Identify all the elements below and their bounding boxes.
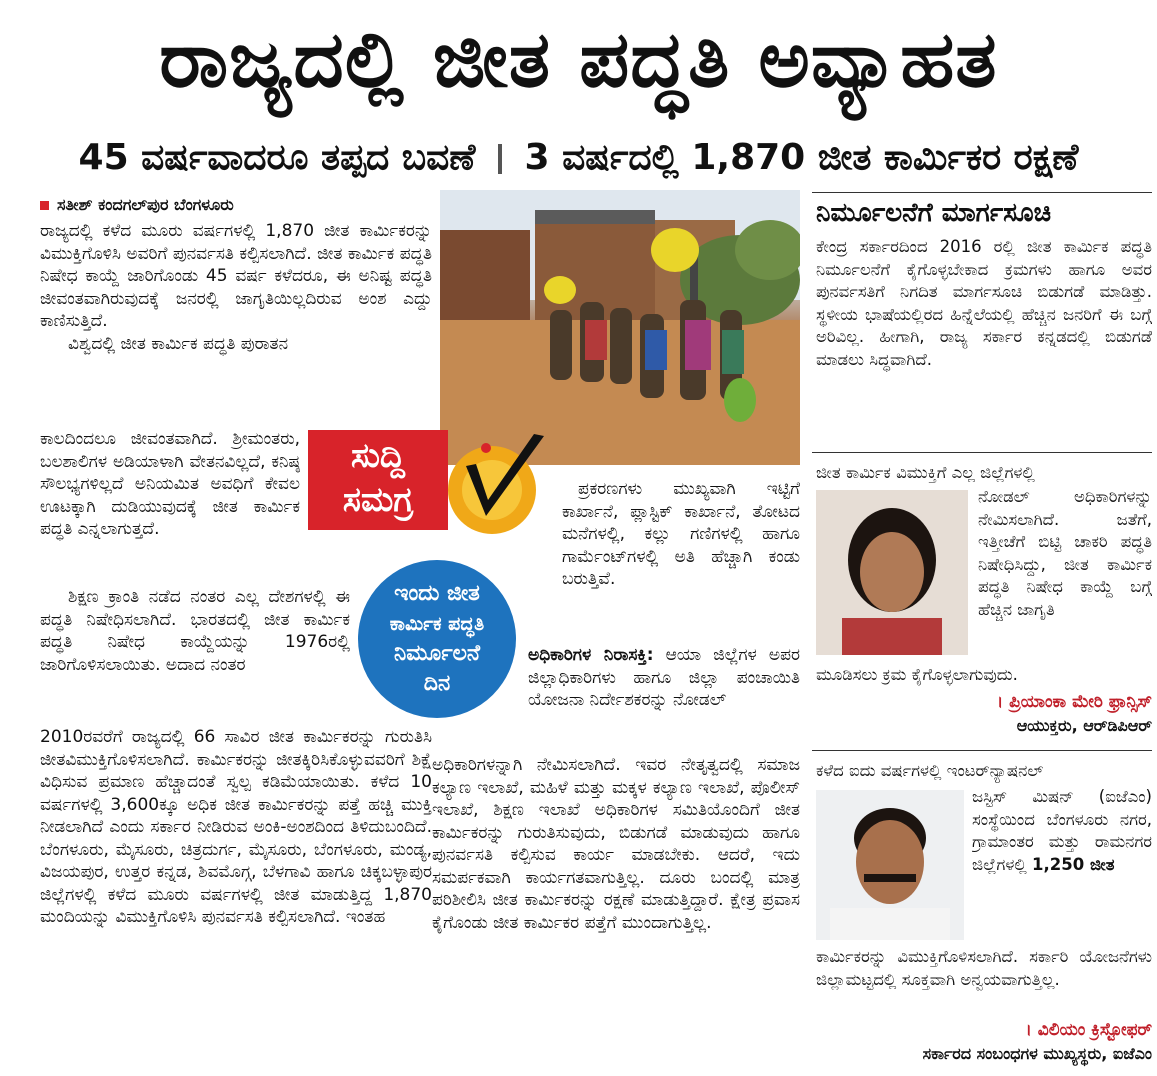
sidebar-divider-1 (812, 452, 1152, 453)
quote-2-first-line: ಕಳೆದ ಐದು ವರ್ಷಗಳಲ್ಲಿ ಇಂಟರ್‌ನ್ಯಾಷನಲ್ (816, 761, 1044, 780)
quote-1-portrait (816, 490, 968, 655)
day-badge (358, 560, 516, 718)
woman-portrait-illustration (816, 490, 968, 655)
suddi-samagra-logo (308, 430, 552, 538)
article-column-2-top (562, 478, 800, 668)
subheadline (0, 128, 1157, 188)
byline (40, 194, 430, 216)
article-paragraph-3b: 2010ರವರೆಗೆ ರಾಜ್ಯದಲ್ಲಿ 66 ಸಾವಿರ ಜೀತ ಕಾರ್ಮಿಕರನ್ನು ಗುರುತಿಸಿ ಜೀತವಿಮುಕ್ತಿಗೊಳಿಸಲಾಗಿದೆ. ಕಾರ್ಮಿಕರನ್ನು ಜೀತಕ್ಕಿರಿಸಿಕೊಳ್ಳುವವರಿಗೆ ಶಿಕ್ಷೆ ವಿಧಿಸುವ ಪ್ರಮಾಣ ಹೆಚ್ಚಾದಂತೆ ಸ್ವಲ್ಪ ಕಡಿಮೆಯಾಯಿತು. ಕಳೆದ 10 ವರ್ಷಗಳಲ್ಲಿ 3,600ಕ್ಕೂ ಅಧಿಕ ಜೀತ ಕಾರ್ಮಿಕರನ್ನು ಪತ್ತೆ ಹಚ್ಚಿ ಮುಕ್ತಿ ನೀಡಲಾಗಿದೆ ಎಂದು ಸರ್ಕಾರ ನೀಡಿರುವ ಅಂಕಿ-ಅಂಶದಿಂದ ತಿಳಿದುಬಂದಿದೆ. ಬೆಂಗಳೂರು, ಮೈಸೂರು, ಚಿತ್ರದುರ್ಗ, ಮೈಸೂರು, ಬೆಂಗಳೂರು, ಮಂಡ್ಯ, ವಿಜಯಪುರ, ಉತ್ತರ ಕನ್ನಡ, ಶಿವಮೊಗ್ಗ, ಬೆಳಗಾವಿ ಹಾಗೂ ಚಿಕ್ಕಬಳ್ಳಾಪುರ ಜಿಲ್ಲೆಗಳಲ್ಲಿ ಕಳೆದ ಮೂರು ವರ್ಷಗಳಲ್ಲಿ ಜೀತ ಮಾಡುತ್ತಿದ್ದ 1,870 ಮಂದಿಯನ್ನು ವಿಮುಕ್ತಿಗೊಳಿಸಿ ಪುನರ್ವಸತಿ ಕಲ್ಪಿಸಲಾಗಿದೆ. ಇಂತಹ (40, 727, 432, 927)
logo-line-2: ಸಮಗ್ರ (342, 480, 414, 520)
quote-2-role: ಸರ್ಕಾರದ ಸಂಬಂಧಗಳ ಮುಖ್ಯಸ್ಥರು, ಐಜೆಎಂ (922, 1044, 1152, 1063)
quote-1-first-line (816, 462, 1152, 486)
badge-line-2: ಕಾರ್ಮಿಕ ಪದ್ಧತಿ (389, 613, 485, 635)
badge-line-1: ಇಂದು ಜೀತ (394, 581, 480, 606)
article-paragraph-5b: ಅಧಿಕಾರಿಗಳನ್ನಾಗಿ ನೇಮಿಸಲಾಗಿದೆ. ಇವರ ನೇತೃತ್ವದಲ್ಲಿ ಸಮಾಜ ಕಲ್ಯಾಣ ಇಲಾಖೆ, ಮಹಿಳೆ ಮತ್ತು ಮಕ್ಕಳ ಕಲ್ಯಾಣ ಇಲಾಖೆ, ಪೊಲೀಸ್ ಇಲಾಖೆ, ಶಿಕ್ಷಣ ಇಲಾಖೆ ಅಧಿಕಾರಿಗಳ ಸಮಿತಿಯೊಂದಿಗೆ ಜೀತ ಕಾರ್ಮಿಕರನ್ನು ಗುರುತಿಸುವುದು, ಬಿಡುಗಡೆ ಮಾಡುವುದು ಹಾಗೂ ಪುನರ್ವಸತಿ ಕಲ್ಪಿಸುವ ಕಾರ್ಯ ಮಾಡಬೇಕು. ಆದರೆ, ಇದು ಸಮರ್ಪಕವಾಗಿ ಕಾರ್ಯಗತವಾಗುತ್ತಿಲ್ಲ. ದೂರು ಬಂದಲ್ಲಿ ಮಾತ್ರ ಪರಿಶೀಲಿಸಿ ಜೀತ ಕಾರ್ಮಿಕರನ್ನು ರಕ್ಷಣೆ ಮಾಡುತ್ತಿದ್ದಾರೆ. ಕ್ಷೇತ್ರ ಪ್ರವಾಸ ಕೈಗೊಂಡು ಜೀತ ಕಾರ್ಮಿಕರ ಪತ್ತೆಗೆ ಮುಂದಾಗುತ್ತಿಲ್ಲ. (432, 755, 800, 933)
logo-text (308, 434, 448, 522)
quote-2-body-text: ಜಸ್ಟಿಸ್ ಮಿಷನ್ (ಐಜೆಎಂ) ಸಂಸ್ಥೆಯಿಂದ ಬೆಂಗಳೂರು ನಗರ, ಗ್ರಾಮಾಂತರ ಮತ್ತು ರಾಮನಗರ ಜಿಲ್ಲೆಗಳಲ್ಲಿ 1,250 ಜೀತ (972, 787, 1152, 874)
quote-1-last-line: ಮೂಡಿಸಲು ಕ್ರಮ ಕೈಗೊಳ್ಳಲಾಗುವುದು. (816, 665, 1018, 684)
sidebar-divider-2 (812, 750, 1152, 751)
subheadline-separator (498, 144, 502, 174)
article-column-1-top (40, 220, 432, 428)
article-paragraph-2a: ವಿಶ್ವದಲ್ಲಿ ಜೀತ ಕಾರ್ಮಿಕ ಪದ್ಧತಿ ಪುರಾತನ (68, 333, 289, 354)
article-column-2-bottom (432, 754, 800, 1064)
workers-walking-illustration (440, 190, 800, 465)
man-portrait-illustration (816, 790, 964, 940)
article-paragraph-1: ರಾಜ್ಯದಲ್ಲಿ ಕಳೆದ ಮೂರು ವರ್ಷಗಳಲ್ಲಿ 1,870 ಜೀತ ಕಾರ್ಮಿಕರನ್ನು ವಿಮುಕ್ತಿಗೊಳಿಸಿ ಅವರಿಗೆ ಪುನರ್ವಸತಿ ಕಲ್ಪಿಸಲಾಗಿದೆ. ಜೀತ ಕಾರ್ಮಿಕ ಪದ್ಧತಿ ನಿಷೇಧ ಕಾಯ್ದೆ ಜಾರಿಗೊಂಡು 45 ವರ್ಷ ಕಳೆದರೂ, ಈ ಅನಿಷ್ಟ ಪದ್ಧತಿ ಜೀವಂತವಾಗಿರುವುದಕ್ಕೆ ಜನರಲ್ಲಿ ಜಾಗೃತಿಯಿಲ್ಲದಿರುವ ಅಂಶ ಎದ್ದು ಕಾಣಿಸುತ್ತಿದೆ. (40, 221, 432, 331)
quote-1-body-text: ನೋಡಲ್ ಅಧಿಕಾರಿಗಳನ್ನು ನೇಮಿಸಲಾಗಿದೆ. ಜತೆಗೆ, ಇತ್ತೀಚೆಗೆ ಬಿಟ್ಟಿ ಚಾಕರಿ ಪದ್ಧತಿ ನಿಷೇಧಿಸಿದ್ದು, ಜೀತ ಕಾರ್ಮಿಕ ಪದ್ಧತಿ ನಿಷೇಧ ಕಾಯ್ದೆ ಬಗ್ಗೆ ಹೆಚ್ಚಿನ ಜಾಗೃತಿ (978, 487, 1152, 619)
article-column-1-lower (40, 586, 350, 724)
badge-line-4: ದಿನ (423, 671, 451, 696)
article-column-1-bottom (40, 726, 432, 1066)
sidebar-body: ಕೇಂದ್ರ ಸರ್ಕಾರದಿಂದ 2016 ರಲ್ಲಿ ಜೀತ ಕಾರ್ಮಿಕ ಪದ್ಧತಿ ನಿರ್ಮೂಲನೆಗೆ ಕೈಗೊಳ್ಳಬೇಕಾದ ಕ್ರಮಗಳು ಹಾಗೂ ಅವರ ಪುನರ್ವಸತಿಗೆ ನಿಗದಿತ ಮಾರ್ಗಸೂಚಿ ಬಿಡುಗಡೆ ಮಾಡಿತ್ತು. ಸ್ಥಳೀಯ ಭಾಷೆಯಲ್ಲಿರದ ಹಿನ್ನೆಲೆಯಲ್ಲಿ ಹೆಚ್ಚಿನ ಜನರಿಗೆ ಈ ಬಗ್ಗೆ ಅರಿವಿಲ್ಲ. ಹೀಗಾಗಿ, ರಾಜ್ಯ ಸರ್ಕಾರ ಕನ್ನಡದಲ್ಲಿ ಬಿಡುಗಡೆ ಮಾಡಲು ಸಿದ್ಧವಾಗಿದೆ. (816, 237, 1152, 369)
article-paragraph-3a: ಶಿಕ್ಷಣ ಕ್ರಾಂತಿ ನಡೆದ ನಂತರ ಎಲ್ಲ ದೇಶಗಳಲ್ಲಿ ಈ ಪದ್ಧತಿ ನಿಷೇಧಿಸಲಾಗಿದೆ. ಭಾರತದಲ್ಲಿ ಜೀತ ಕಾರ್ಮಿಕ ಪದ್ಧತಿ ನಿಷೇಧ ಕಾಯ್ದೆಯನ್ನು 1976ರಲ್ಲಿ ಜಾರಿಗೊಳಿಸಲಾಯಿತು. ಅದಾದ ನಂತರ (40, 587, 350, 675)
badge-line-3: ನಿರ್ಮೂಲನೆ (394, 641, 480, 666)
quote-2-body (972, 786, 1152, 946)
quote-2-portrait (816, 790, 964, 940)
sidebar-top-rule (812, 192, 1152, 193)
quote-1-role: ಆಯುಕ್ತರು, ಆರ್‌ಡಿಪಿಆರ್ (1016, 716, 1152, 735)
article-paragraph-2: ಕಾಲದಿಂದಲೂ ಜೀವಂತವಾಗಿದೆ. ಶ್ರೀಮಂತರು, ಬಲಶಾಲಿಗಳ ಅಡಿಯಾಳಾಗಿ ವೇತನವಿಲ್ಲದೆ, ಕನಿಷ್ಠ ಸೌಲಭ್ಯಗಳಿಲ್ಲದೆ ಅನಿಯಮಿತ ಅವಧಿಗೆ ಕೇವಲ ಊಟಕ್ಕಾಗಿ ದುಡಿಯುವುದಕ್ಕೆ ಜೀತ ಕಾರ್ಮಿಕ ಪದ್ಧತಿ ಎನ್ನಲಾಗುತ್ತದೆ. (40, 429, 300, 539)
quote-1-name: । ಪ್ರಿಯಾಂಕಾ ಮೇರಿ ಫ್ರಾನ್ಸಿಸ್ (996, 692, 1152, 712)
subheadline-right: 3 ವರ್ಷದಲ್ಲಿ 1,870 ಜೀತ ಕಾರ್ಮಿಕರ ರಕ್ಷಣೆ (524, 137, 1079, 178)
logo-line-1: ಸುದ್ದಿ (351, 436, 405, 476)
sidebar-title: ನಿರ್ಮೂಲನೆಗೆ ಮಾರ್ಗಸೂಚಿ (816, 198, 1052, 228)
article-column-2-mid (528, 644, 800, 754)
article-paragraph-5a: ಅಧಿಕಾರಿಗಳ ನಿರಾಸಕ್ತಿ: ಆಯಾ ಜಿಲ್ಲೆಗಳ ಅಪರ ಜಿಲ್ಲಾಧಿಕಾರಿಗಳು ಹಾಗೂ ಜಿಲ್ಲಾ ಪಂಚಾಯಿತಿ ಯೋಜನಾ ನಿರ್ದೇಶಕರನ್ನು ನೋಡಲ್ (528, 645, 800, 710)
quote-2-last-lines: ಕಾರ್ಮಿಕರನ್ನು ವಿಮುಕ್ತಿಗೊಳಿಸಲಾಗಿದೆ. ಸರ್ಕಾರಿ ಯೋಜನೆಗಳು ಜಿಲ್ಲಾಮಟ್ಟದಲ್ಲಿ ಸೂಕ್ತವಾಗಿ ಅನ್ವಯವಾಗುತ್ತಿಲ್ಲ. (816, 947, 1152, 989)
quote-1-body (978, 486, 1152, 668)
headline: ರಾಜ್ಯದಲ್ಲಿ ಜೀತ ಪದ್ಧತಿ ಅವ್ಯಾಹತ (159, 15, 998, 105)
quote-1-lead: ಜೀತ ಕಾರ್ಮಿಕ ವಿಮುಕ್ತಿಗೆ ಎಲ್ಲ ಜಿಲ್ಲೆಗಳಲ್ಲಿ (816, 463, 1035, 482)
byline-text: ಸತೀಶ್ ಕಂದಗಲ್‌ಪುರ ಬೆಂಗಳೂರು (57, 195, 234, 214)
subheadline-left: 45 ವರ್ಷವಾದರೂ ತಪ್ಪದ ಬವಣೆ (78, 137, 476, 178)
byline-square-icon (40, 201, 49, 210)
article-paragraph-4: ಪ್ರಕರಣಗಳು ಮುಖ್ಯವಾಗಿ ಇಟ್ಟಿಗೆ ಕಾರ್ಖಾನೆ, ಪ್ಲಾಸ್ಟಿಕ್ ಕಾರ್ಖಾನೆ, ತೋಟದ ಮನೆಗಳಲ್ಲಿ, ಕಲ್ಲು ಗಣಿಗಳಲ್ಲಿ ಹಾಗೂ ಗಾರ್ಮೆಂಟ್‌ಗಳಲ್ಲಿ ಅತಿ ಹೆಚ್ಚಾಗಿ ಕಂಡು ಬರುತ್ತಿವೆ. (562, 479, 800, 589)
article-photo (440, 190, 800, 465)
quote-2-name: । ವಿಲಿಯಂ ಕ್ರಿಸ್ಟೋಫರ್ (1025, 1020, 1152, 1040)
article-column-1-mid (40, 428, 300, 568)
